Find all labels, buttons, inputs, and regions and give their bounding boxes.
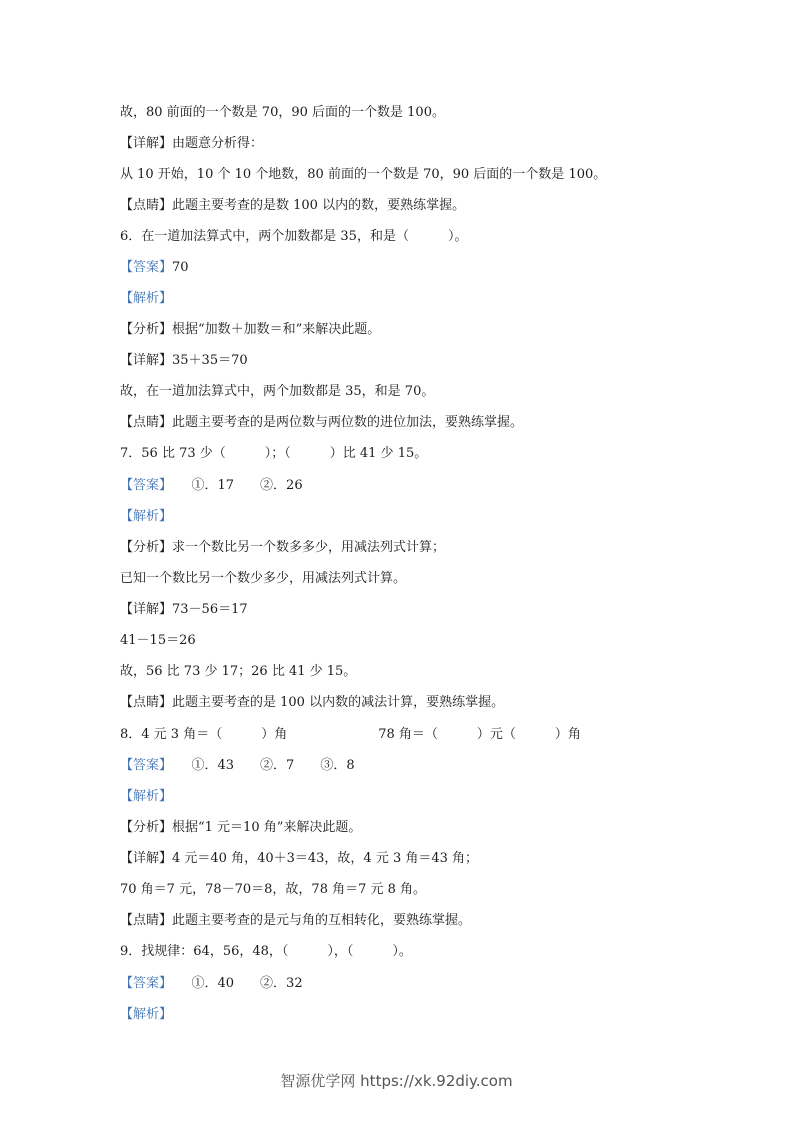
- text-line: 从 10 开始，10 个 10 个地数，80 前面的一个数是 70，90 后面的一个数是 100。: [120, 167, 607, 182]
- text-line: 7．56 比 73 少（ ）；（ ）比 41 少 15。: [120, 446, 428, 461]
- text-line: 41－15＝26: [120, 633, 196, 648]
- answer-text: ①．43 ②．7 ③．8: [165, 758, 355, 773]
- answer-line: [120, 260, 189, 276]
- text-line: 故，在一道加法算式中，两个加数都是 35，和是 70。: [120, 384, 435, 399]
- text-line: 【点睛】此题主要考查的是 100 以内数的减法计算，要熟练掌握。: [120, 695, 505, 710]
- section-tag: 【答案】: [120, 478, 166, 493]
- text-line: 故，80 前面的一个数是 70，90 后面的一个数是 100。: [120, 105, 445, 120]
- text-line: 【分析】根据“1 元＝10 角”来解决此题。: [120, 820, 362, 835]
- text-line: 故，56 比 73 少 17；26 比 41 少 15。: [120, 664, 357, 679]
- analysis-label: [120, 291, 172, 307]
- section-tag: 【答案】: [120, 976, 166, 991]
- section-tag: 【答案】: [120, 758, 166, 773]
- answer-line: [120, 758, 355, 774]
- text-line: 6．在一道加法算式中，两个加数都是 35，和是（ ）。: [120, 229, 468, 244]
- text-line: 【点睛】此题主要考查的是数 100 以内的数，要熟练掌握。: [120, 198, 466, 213]
- text-line: 【点睛】此题主要考查的是两位数与两位数的进位加法，要熟练掌握。: [120, 415, 524, 430]
- analysis-label: [120, 509, 172, 525]
- text-line: 9．找规律：64，56，48，（ ），（ ）。: [120, 944, 412, 959]
- text-line: 【详解】由题意分析得：: [120, 136, 264, 151]
- analysis-label: [120, 1007, 172, 1023]
- answer-text: ①．17 ②．26: [165, 478, 303, 493]
- text-line: 已知一个数比另一个数少多少，用减法列式计算。: [120, 571, 407, 586]
- text-line: 【分析】求一个数比另一个数多多少，用减法列式计算；: [120, 540, 446, 555]
- footer-watermark: 智源优学网 https://xk.92diy.com: [280, 1072, 513, 1090]
- answer-text: 70: [172, 260, 189, 275]
- text-line: 8．4 元 3 角＝（ ）角 78 角＝（ ）元（ ）角: [120, 727, 581, 742]
- text-line: 【点睛】此题主要考查的是元与角的互相转化，要熟练掌握。: [120, 913, 472, 928]
- text-line: 【分析】根据“加数＋加数＝和”来解决此题。: [120, 322, 381, 337]
- section-tag: 【答案】: [120, 260, 173, 275]
- text-line: 【详解】73－56＝17: [120, 602, 248, 617]
- text-line: 【详解】35＋35＝70: [120, 353, 248, 368]
- answer-line: [120, 976, 303, 992]
- analysis-label: [120, 789, 172, 805]
- section-tag: 【解析】: [120, 509, 173, 524]
- section-tag: 【解析】: [120, 291, 173, 306]
- answer-text: ①．40 ②．32: [165, 976, 303, 991]
- text-line: 【详解】4 元＝40 角，40＋3＝43，故，4 元 3 角＝43 角；: [120, 851, 479, 866]
- section-tag: 【解析】: [120, 789, 173, 804]
- text-line: 70 角＝7 元，78－70＝8，故，78 角＝7 元 8 角。: [120, 882, 427, 897]
- section-tag: 【解析】: [120, 1007, 173, 1022]
- answer-line: [120, 478, 303, 494]
